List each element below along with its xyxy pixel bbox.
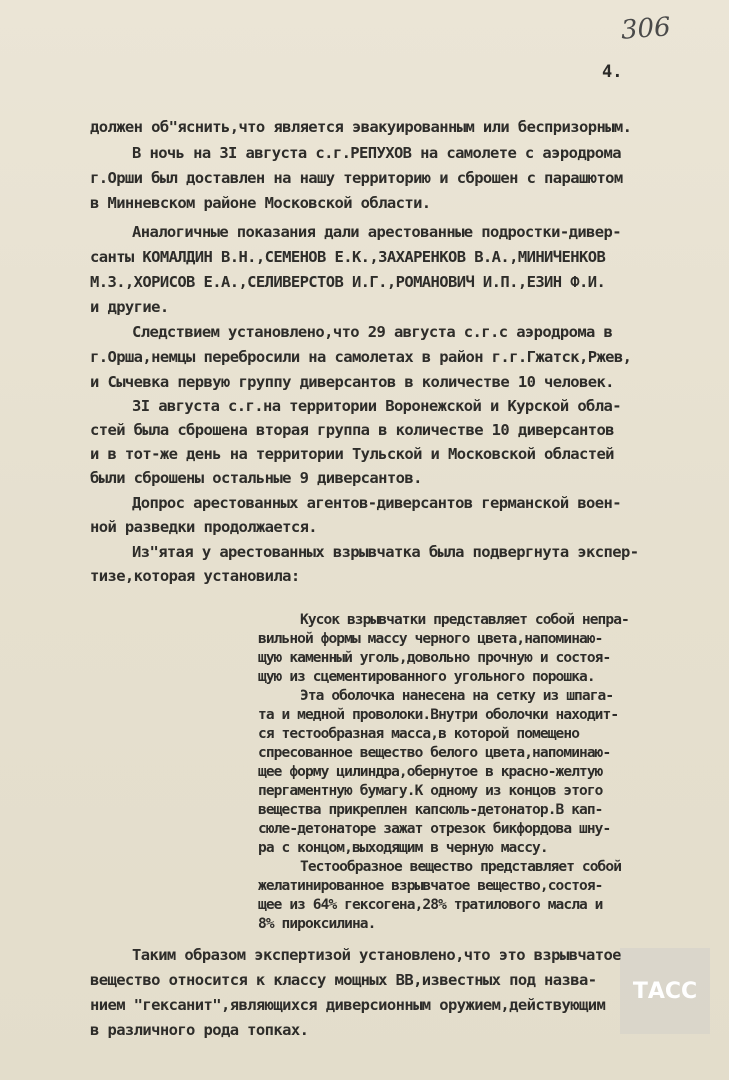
quote-line: сюле-детонаторе зажат отрезок бикфордова шну-: [258, 821, 611, 837]
quote-line: щую из сцементированного угольного порошка.: [258, 669, 595, 685]
quote-line: щую каменный уголь,довольно прочную и состоя-: [258, 650, 611, 666]
quote-line: Тестообразное вещество представляет собой: [300, 859, 622, 875]
text-line: и Сычевка первую группу диверсантов в количестве 10 человек.: [90, 373, 614, 391]
page-number: 4.: [602, 62, 623, 82]
text-line: ной разведки продолжается.: [90, 518, 318, 536]
text-line: Из"ятая у арестованных взрывчатка была подвергнута экспер-: [132, 543, 639, 561]
text-line: 3I августа с.г.на территории Воронежской и Курской обла-: [132, 397, 621, 415]
text-line: и другие.: [90, 298, 169, 316]
quote-line: та и медной проволоки.Внутри оболочки находит-: [258, 707, 619, 723]
text-line: г.Орши был доставлен на нашу территорию и сброшен с парашютом: [90, 169, 623, 187]
quote-line: ся тестообразная масса,в которой помещено: [258, 726, 580, 742]
text-line: в различного рода топках.: [90, 1021, 309, 1039]
text-line: Аналогичные показания дали арестованные подростки-дивер-: [132, 223, 621, 241]
quote-line: вильной формы массу черного цвета,напоминаю-: [258, 631, 603, 647]
quote-line: вещества прикреплен капсюль-детонатор.В кап-: [258, 802, 603, 818]
text-line: Таким образом экспертизой установлено,что это взрывчатое: [132, 946, 621, 964]
tass-logo-text: ТАСС: [632, 978, 698, 1004]
text-line: г.Орша,немцы перебросили на самолетах в район г.г.Гжатск,Ржев,: [90, 348, 632, 366]
text-line: тизе,которая установила:: [90, 567, 300, 585]
text-line: М.З.,ХОРИСОВ Е.А.,СЕЛИВЕРСТОВ И.Г.,РОМАНОВИЧ И.П.,ЕЗИН Ф.И.: [90, 273, 606, 291]
quote-line: щее из 64% гексогена,28% тратилового масла и: [258, 897, 603, 913]
text-line: нием "гексанит",являющихся диверсионным оружием,действующим: [90, 996, 606, 1014]
archive-folio-number: 306: [620, 12, 672, 46]
text-line: и в тот-же день на территории Тульской и Московской областей: [90, 445, 614, 463]
quote-line: 8% пироксилина.: [258, 916, 376, 932]
text-line: Допрос арестованных агентов-диверсантов германской воен-: [132, 494, 621, 512]
text-line: были сброшены остальные 9 диверсантов.: [90, 469, 422, 487]
text-line: вещество относится к классу мощных ВВ,известных под назва-: [90, 971, 597, 989]
quote-line: пергаментную бумагу.К одному из концов этого: [258, 783, 603, 799]
text-line: стей была сброшена вторая группа в количестве 10 диверсантов: [90, 421, 614, 439]
text-line: должен об"яснить,что является эвакуированным или беспризорным.: [90, 118, 632, 136]
quote-line: Эта оболочка нанесена на сетку из шпага-: [300, 688, 614, 704]
quote-line: Кусок взрывчатки представляет собой непра-: [300, 612, 629, 628]
text-line: в Минневском районе Московской области.: [90, 194, 431, 212]
text-line: В ночь на 3I августа с.г.РЕПУХОВ на самолете с аэродрома: [132, 144, 621, 162]
quote-line: спресованное вещество белого цвета,напоминаю-: [258, 745, 611, 761]
text-line: санты КОМАЛДИН В.Н.,СЕМЕНОВ Е.К.,ЗАХАРЕНКОВ В.А.,МИНИЧЕНКОВ: [90, 248, 606, 266]
tass-watermark: [620, 948, 710, 1034]
quote-line: ра с концом,выходящим в черную массу.: [258, 840, 548, 856]
quote-line: желатинированное взрывчатое вещество,состоя-: [258, 878, 603, 894]
text-line: Следствием установлено,что 29 августа с.г.с аэродрома в: [132, 323, 613, 341]
quote-line: щее форму цилиндра,обернутое в красно-желтую: [258, 764, 603, 780]
